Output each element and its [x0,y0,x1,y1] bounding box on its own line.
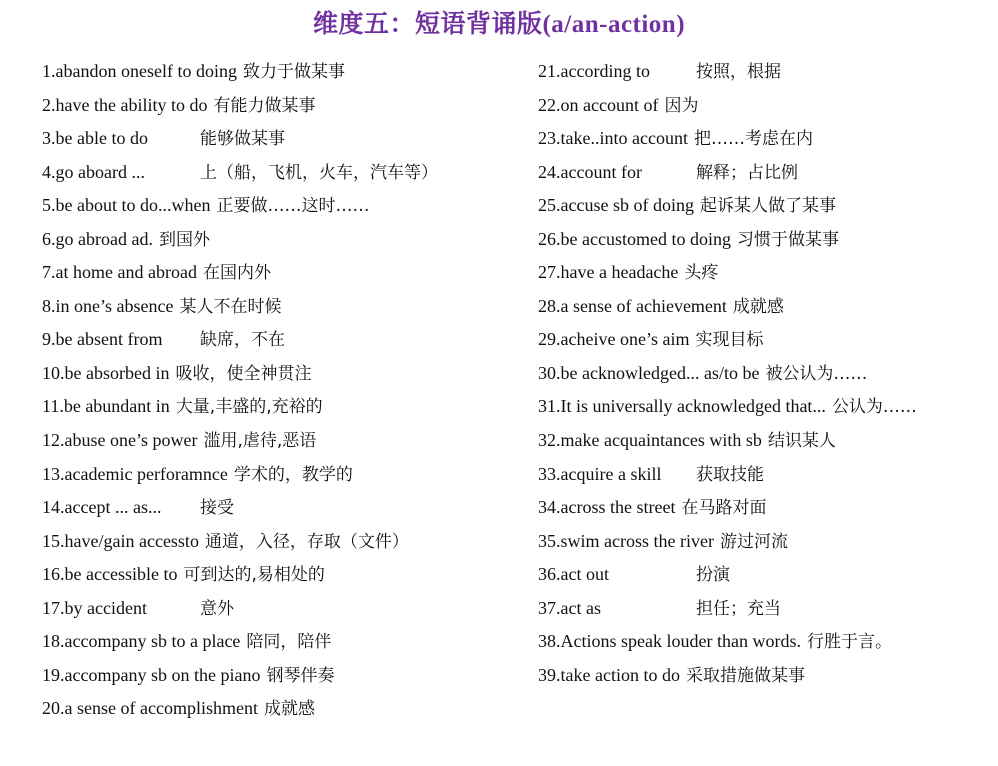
phrase-english: 30.be acknowledged... as/to be [538,362,760,383]
phrase-chinese: 扮演 [696,565,730,586]
phrase-chinese: 大量,丰盛的,充裕的 [175,397,323,418]
phrase-chinese: 上（船，飞机，火车，汽车等） [200,162,438,183]
phrase-item [538,458,988,492]
phrase-item [538,625,988,659]
phrase-english: 13.academic perforamnce [42,463,228,484]
phrase-item [538,290,988,324]
phrase-chinese: 担任；充当 [696,598,781,619]
phrase-english: 25.accuse sb of doing [538,195,694,216]
phrase-chinese: 致力于做某事 [242,62,345,82]
phrase-item [42,525,512,559]
phrase-english: 38.Actions speak louder than words. [538,631,801,652]
phrase-english: 19.accompany sb on the piano [42,664,261,685]
phrase-item [538,256,988,290]
phrase-chinese: 游过河流 [719,531,788,552]
phrase-item [42,491,512,525]
phrase-english: 37.act as [538,597,601,618]
phrase-english: 36.act out [538,564,609,585]
phrase-chinese: 头疼 [684,263,719,284]
phrase-item [538,659,988,693]
phrase-chinese: 某人不在时候 [179,296,282,317]
phrase-english: 35.swim across the river [538,530,714,551]
phrase-english: 28.a sense of achievement [538,295,727,316]
phrase-english: 16.be accessible to [42,564,178,585]
phrase-chinese: 被公认为…… [765,363,868,384]
phrase-english: 2.have the ability to do [42,94,208,115]
phrase-english: 17.by accident [42,597,147,618]
phrase-chinese: 获取技能 [696,464,764,485]
phrase-list-right [538,55,988,692]
phrase-item [42,458,512,492]
phrase-english: 6.go abroad ad. [42,228,153,249]
phrase-item [538,525,988,559]
phrase-item [538,558,988,592]
phrase-english: 33.acquire a skill [538,463,662,484]
phrase-item [42,55,512,89]
phrase-english: 1.abandon oneself to doing [42,61,237,81]
phrase-english: 34.across the street [538,497,676,518]
phrase-chinese: 公认为…… [831,397,917,418]
phrase-english: 24.account for [538,161,642,182]
phrase-item [538,189,988,223]
page-title: 维度五：短语背诵版(a/an-action) [312,11,686,38]
phrase-item [42,290,512,324]
phrase-item [42,357,512,391]
phrase-english: 22.on account of [538,94,659,115]
phrase-english: 4.go aboard ... [42,161,145,182]
phrase-english: 31.It is universally acknowledged that... [538,396,826,417]
phrase-english: 23.take..into account [538,128,688,149]
phrase-item [42,323,512,357]
phrase-english: 10.be absorbed in [42,362,170,383]
phrase-item [42,223,512,257]
phrase-item [538,390,988,424]
phrase-english: 21.according to [538,61,650,81]
phrase-english: 12.abuse one’s power [42,430,198,451]
phrase-english: 8.in one’s absence [42,295,174,316]
phrase-item [42,189,512,223]
phrase-chinese: 钢琴伴奏 [266,665,335,686]
phrase-chinese: 习惯于做某事 [736,229,839,250]
phrase-chinese: 意外 [200,598,234,619]
phrase-chinese: 学术的，教学的 [233,464,353,485]
phrase-item [538,592,988,626]
phrase-english: 3.be able to do [42,128,148,149]
phrase-english: 5.be about to do...when [42,195,211,216]
phrase-chinese: 通道，入径，存取（文件） [204,531,409,552]
phrase-chinese: 解释；占比例 [696,162,798,183]
phrase-item [538,89,988,123]
phrase-english: 26.be accustomed to doing [538,228,731,249]
phrase-english: 32.make acquaintances with sb [538,430,762,451]
phrase-item [538,323,988,357]
phrase-list-left [42,55,512,726]
phrase-chinese: 实现目标 [695,330,764,351]
phrase-chinese: 在国内外 [202,263,271,284]
phrase-chinese: 成就感 [732,296,784,317]
phrase-chinese: 能够做某事 [200,129,285,150]
phrase-item [42,390,512,424]
phrase-item [42,659,512,693]
phrase-chinese: 吸收，使全神贯注 [175,363,312,384]
phrase-chinese: 缺席，不在 [200,330,285,351]
phrase-chinese: 把……考虑在内 [693,129,813,150]
phrase-item [42,625,512,659]
phrase-item [42,692,512,726]
phrase-chinese: 因为 [664,95,699,116]
phrase-item [538,491,988,525]
phrase-item [538,424,988,458]
phrase-english: 11.be abundant in [42,396,170,417]
phrase-item [42,424,512,458]
phrase-english: 20.a sense of accomplishment [42,698,258,719]
phrase-item [42,156,512,190]
phrase-item [538,122,988,156]
phrase-english: 39.take action to do [538,664,680,685]
phrase-chinese: 起诉某人做了某事 [699,196,836,217]
phrase-chinese: 接受 [200,498,234,519]
phrase-chinese: 行胜于言。 [806,632,892,653]
phrase-item [42,592,512,626]
phrase-chinese: 正要做……这时…… [216,196,370,217]
phrase-english: 18.accompany sb to a place [42,631,241,652]
phrase-chinese: 陪同，陪伴 [246,632,332,653]
phrase-item [538,357,988,391]
phrase-chinese: 采取措施做某事 [685,665,805,686]
phrase-english: 29.acheive one’s aim [538,329,690,350]
phrase-chinese: 可到达的,易相处的 [183,565,325,586]
phrase-english: 9.be absent from [42,329,163,350]
phrase-item [42,256,512,290]
phrase-english: 27.have a headache [538,262,679,283]
phrase-chinese: 到国外 [158,229,210,250]
phrase-chinese: 在马路对面 [681,498,767,519]
phrase-chinese: 滥用,虐待,恶语 [203,431,317,452]
phrase-chinese: 按照，根据 [696,62,781,82]
phrase-english: 7.at home and abroad [42,262,197,283]
phrase-chinese: 结识某人 [767,431,836,452]
phrase-english: 14.accept ... as... [42,497,162,518]
phrase-item [538,223,988,257]
phrase-chinese: 有能力做某事 [213,95,316,116]
phrase-item [42,122,512,156]
phrase-item [42,89,512,123]
phrase-item [538,156,988,190]
phrase-english: 15.have/gain accessto [42,530,199,551]
phrase-chinese: 成就感 [263,699,315,720]
phrase-item [42,558,512,592]
phrase-item [538,55,988,89]
